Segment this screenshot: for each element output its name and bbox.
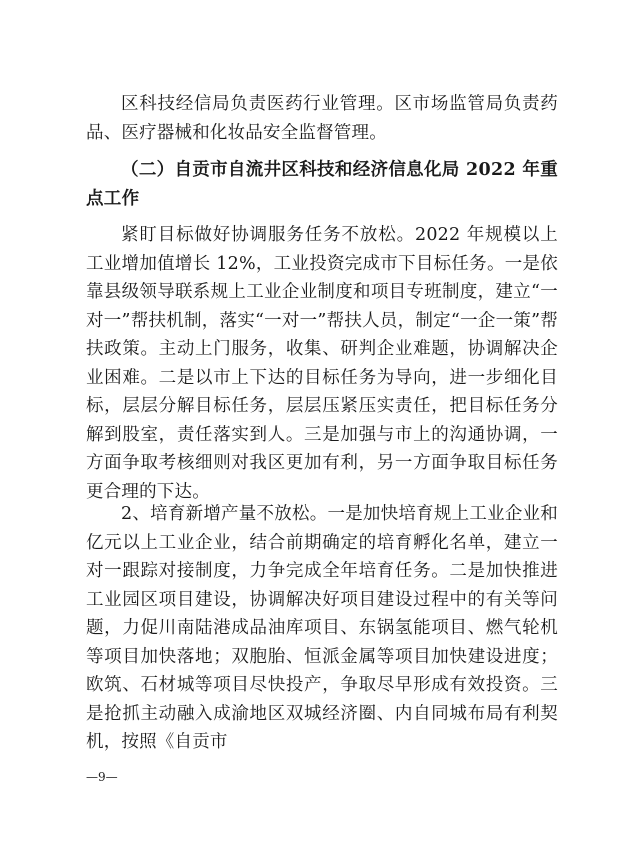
paragraph-medical-management: 区科技经信局负责医药行业管理。区市场监管局负责药品、医疗器械和化妆品安全监督管理。	[86, 94, 558, 143]
paragraph-target-coordination: 紧盯目标做好协调服务任务不放松。2022 年规模以上工业增加值增长 12%，工业投资完成市下目标任务。一是依靠县级领导联系规上工业企业制度和项目专班制度，建立“一对一”帮扶机制，落实“一对一”帮扶人员，制定“一企一策”帮扶政策。主动上门服务，收集、研判企业难题，协调解决企业困难。二是以市上下达的目标任务为导向，进一步细化目标，层层分解目标任务，层层压紧压实责任，把目标任务分解到股室，责任落实到人。三是加强与市上的沟通协调，一方面争取考核细则对我区更加有利，另一方面争取目标任务更合理的下达。	[86, 225, 558, 502]
section-heading-2022-key-work: （二）自贡市自流井区科技和经济信息化局 2022 年重点工作	[86, 160, 558, 209]
paragraph-cultivate-new-output: 2、培育新增产量不放松。一是加快培育规上工业企业和亿元以上工业企业，结合前期确定的培育孵化名单，建立一对一跟踪对接制度，力争完成全年培育任务。二是加快推进工业园区项目建设，协调解决好项目建设过程中的有关等问题，力促川南陆港成品油库项目、东锅氢能项目、燃气轮机等项目加快落地；双胞胎、恒派金属等项目加快建设进度；欧筑、石材城等项目尽快投产，争取尽早形成有效投资。三是抢抓主动融入成渝地区双城经济圈、内自同城布局有利契机，按照《自贡市	[86, 504, 558, 752]
page-number: —9—	[86, 770, 118, 784]
